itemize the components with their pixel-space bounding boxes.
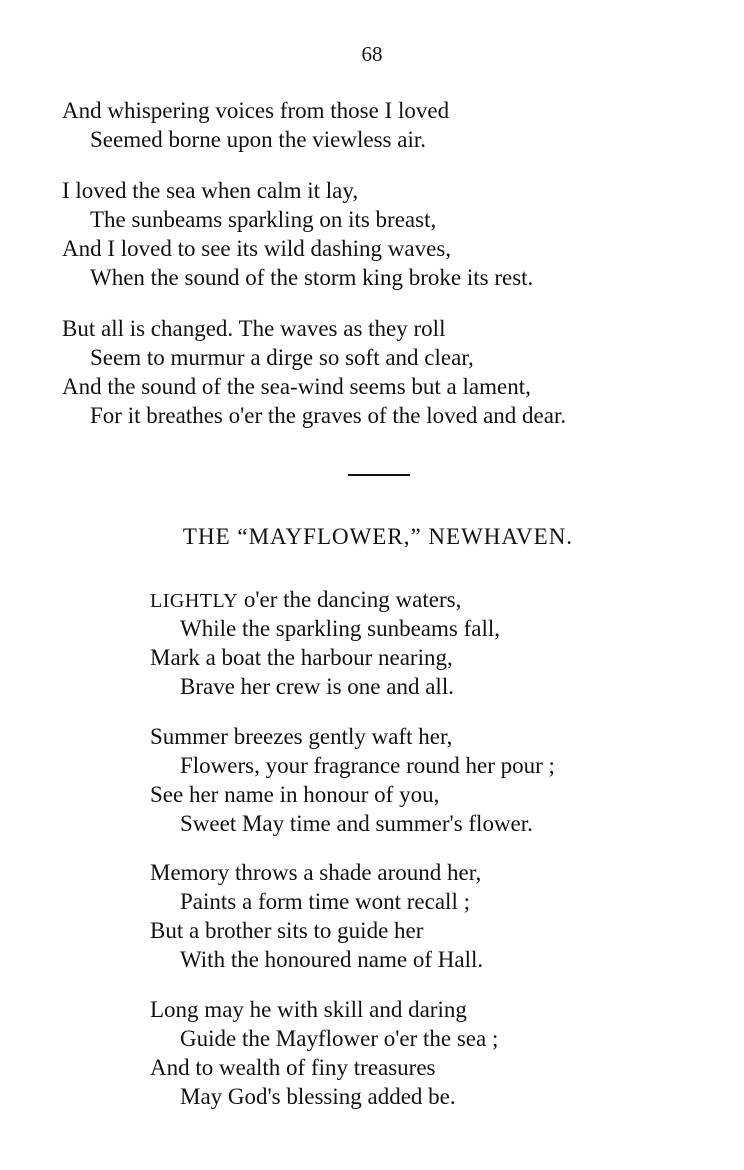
poem-line: And whispering voices from those I loved xyxy=(62,98,450,123)
poem-line: Sweet May time and summer's flower. xyxy=(180,811,533,836)
poem-line: And the sound of the sea-wind seems but a lament, xyxy=(62,374,531,399)
poem-line xyxy=(150,585,500,614)
poem-line: Flowers, your fragrance round her pour ; xyxy=(180,753,555,778)
poem2-stanza-2 xyxy=(150,722,555,838)
poem-line: May God's blessing added be. xyxy=(180,1084,456,1109)
poem2-stanza-3 xyxy=(150,858,483,974)
poem-line: But all is changed. The waves as they roll xyxy=(62,316,446,341)
first-word-small-caps: LIGHTLY xyxy=(150,590,239,612)
poem2-stanza-1 xyxy=(150,585,500,701)
poem-line: See her name in honour of you, xyxy=(150,782,440,807)
poem-line: When the sound of the storm king broke its rest. xyxy=(90,265,534,290)
poem-line: And I loved to see its wild dashing waves, xyxy=(62,236,452,261)
poem-line: The sunbeams sparkling on its breast, xyxy=(90,207,437,232)
poem-title: THE “MAYFLOWER,” NEWHAVEN. xyxy=(182,524,574,549)
poem-line: Long may he with skill and daring xyxy=(150,997,467,1022)
poem-line: While the sparkling sunbeams fall, xyxy=(180,616,501,641)
poem-line: And to wealth of finy treasures xyxy=(150,1055,436,1080)
poem-line: Brave her crew is one and all. xyxy=(180,674,454,699)
poem-line: Summer breezes gently waft her, xyxy=(150,724,453,749)
poem-line: Seem to murmur a dirge so soft and clear, xyxy=(90,345,474,370)
first-line-rest: o'er the dancing waters, xyxy=(238,587,462,612)
poem-line: Paints a form time wont recall ; xyxy=(180,889,470,914)
poem-line: Mark a boat the harbour nearing, xyxy=(150,645,453,670)
poem-line: But a brother sits to guide her xyxy=(150,918,424,943)
poem-line: With the honoured name of Hall. xyxy=(180,947,484,972)
page-number: 68 xyxy=(361,42,383,66)
poem1-stanza-2 xyxy=(62,176,533,292)
poem-line: Memory throws a shade around her, xyxy=(150,860,482,885)
poem-line: Seemed borne upon the viewless air. xyxy=(90,127,426,152)
section-divider xyxy=(348,474,410,476)
poem-line: For it breathes o'er the graves of the loved and dear. xyxy=(90,403,567,428)
poem1-stanza-1 xyxy=(62,96,449,154)
poem2-stanza-4 xyxy=(150,995,498,1111)
poem1-stanza-3 xyxy=(62,314,566,430)
poem-line: Guide the Mayflower o'er the sea ; xyxy=(180,1026,499,1051)
poem-line: I loved the sea when calm it lay, xyxy=(62,178,359,203)
